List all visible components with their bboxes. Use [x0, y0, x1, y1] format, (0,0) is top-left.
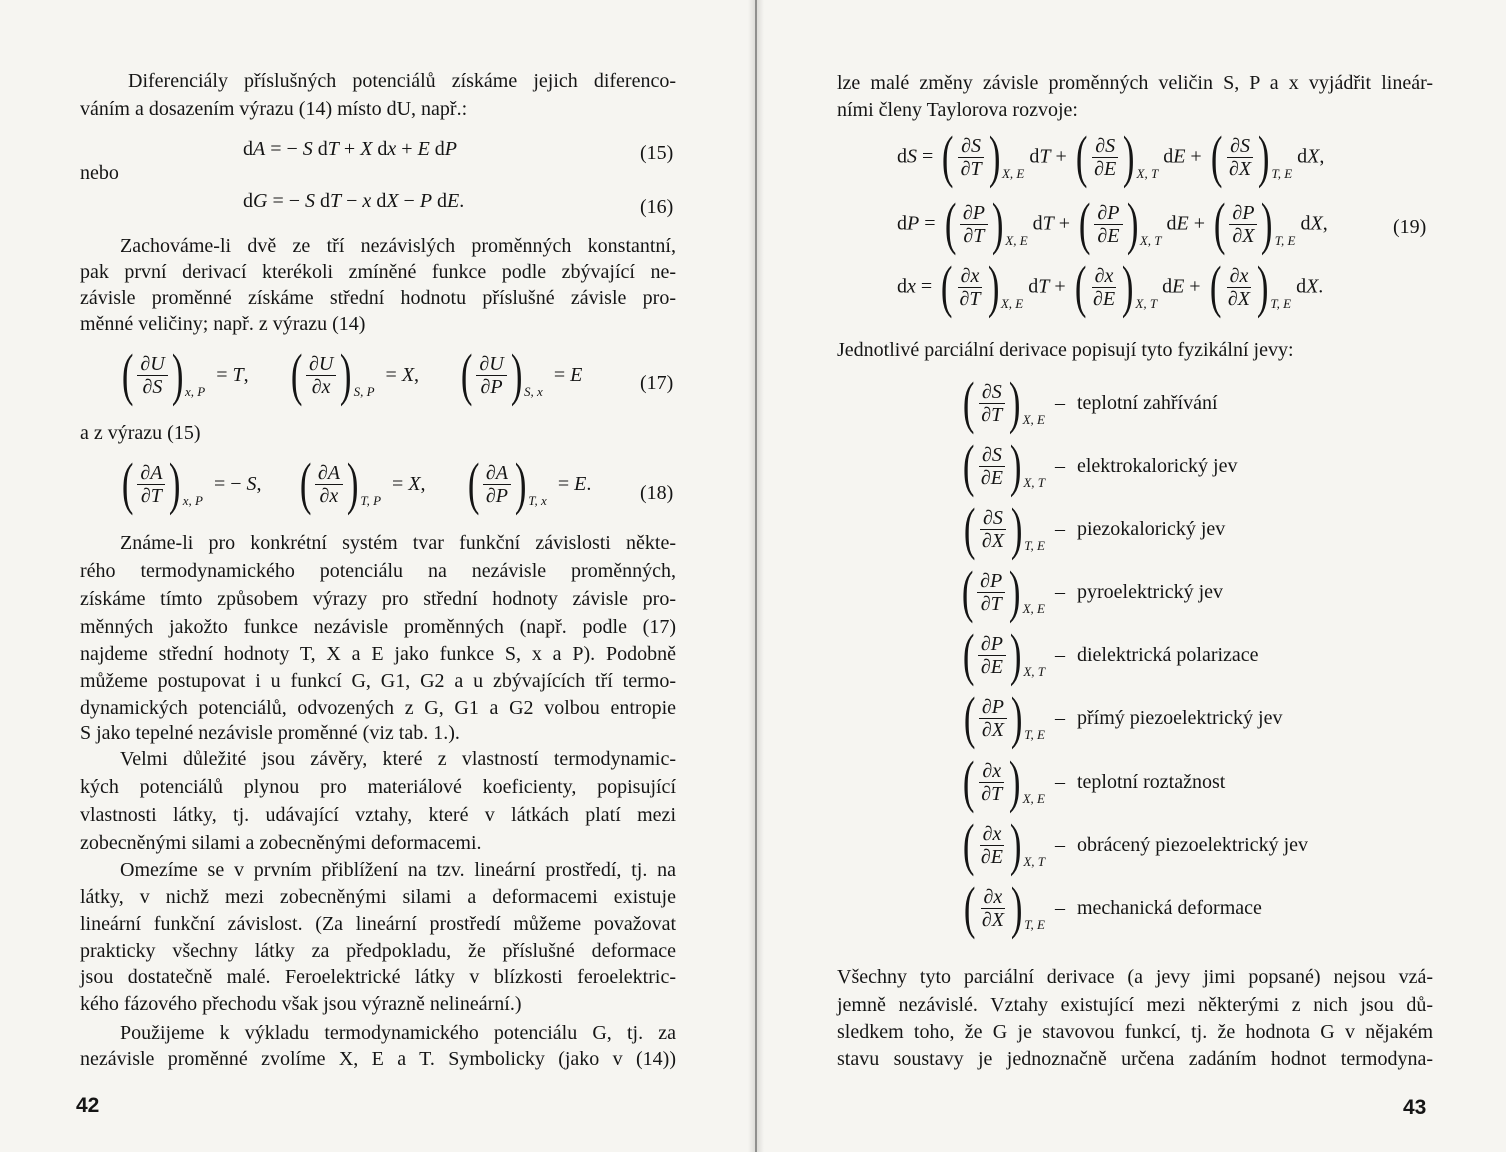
effect-row: ( $\frac{\partial x}{\partial T}$ ) X, E – teplotní roztažnost	[962, 749, 1226, 814]
paragraph-line: získáme tímto způsobem výrazy pro střední hodnoty závisle pro-	[80, 588, 676, 610]
paragraph-line: najdeme střední hodnoty T, X a E jako funkce S, x a P). Podobně	[80, 643, 676, 665]
page-number: 43	[1403, 1096, 1427, 1119]
effect-label: mechanická deformace	[1077, 896, 1262, 919]
equation-number: (15)	[640, 142, 674, 164]
equation-15: dA = − S dT + X dx + E dP	[243, 138, 458, 160]
equation-number: (16)	[640, 196, 674, 218]
effect-row: ( $\frac{\partial x}{\partial E}$ ) X, T – obrácený piezoelektrický jev	[962, 812, 1308, 877]
paragraph-line: Známe-li pro konkrétní systém tvar funkční závislosti někte-	[120, 532, 676, 554]
paragraph-line: Jednotlivé parciální derivace popisují tyto fyzikální jevy:	[837, 339, 1294, 361]
paragraph-line: prakticky všechny látky za předpokladu, že příslušné deformace	[80, 940, 676, 962]
right-page	[757, 0, 1506, 1152]
paragraph-line: jsou dostatečně malé. Feroelektrické látky v blízkosti feroelektric-	[80, 966, 676, 988]
effect-label: teplotní roztažnost	[1077, 770, 1226, 793]
equation-19-line-ds: dS = ( $\frac{\partial S}{\partial T}$ ) X, E dT + ( $\frac{\partial S}{\partial E}$ ) X, T dE + ( $\frac{\partial S}{\partial X}$ ) T, E dX,	[897, 124, 1325, 189]
effect-label: přímý piezoelektrický jev	[1077, 706, 1283, 729]
paragraph-line: kých potenciálů plynou pro materiálové koeficienty, popisující	[80, 776, 676, 798]
paragraph-line: měnných jakožto funkce nezávisle proměnných (např. podle (17)	[80, 616, 676, 638]
effect-label: elektrokalorický jev	[1077, 454, 1238, 477]
paragraph-line: pak první derivací kterékoli zmíněné funkce podle zbývající ne-	[80, 261, 676, 283]
paragraph-line: Diferenciály příslušných potenciálů získáme jejich diferenco-	[128, 70, 676, 92]
paragraph-line: dynamických potenciálů, odvozených z G, G1 a G2 volbou entropie	[80, 697, 676, 719]
paragraph-line: zobecněnými silami a zobecněnými deformacemi.	[80, 832, 482, 854]
paragraph-line: jemně nezávislé. Vztahy existující mezi některými z nich jsou dů-	[837, 994, 1433, 1016]
effect-label: obrácený piezoelektrický jev	[1077, 833, 1308, 856]
equation-number: (18)	[640, 482, 674, 504]
page-number: 42	[76, 1094, 100, 1117]
equation-19-line-dp: dP = ( $\frac{\partial P}{\partial T}$ ) X, E dT + ( $\frac{\partial P}{\partial E}$ ) X, T dE + ( $\frac{\partial P}{\partial X}$ ) T, E dX,	[897, 191, 1328, 256]
paragraph-line: nezávisle proměnné zvolíme X, E a T. Symbolicky (jako v (14))	[80, 1048, 676, 1070]
paragraph-line: S jako tepelné nezávisle proměnné (viz tab. 1.).	[80, 722, 460, 744]
paragraph-line: Zachováme-li dvě ze tří nezávislých proměnných konstantní,	[120, 235, 676, 257]
effect-row: ( $\frac{\partial P}{\partial X}$ ) T, E – přímý piezoelektrický jev	[963, 685, 1283, 750]
effect-label: dielektrická polarizace	[1077, 643, 1259, 666]
effect-row: ( $\frac{\partial x}{\partial X}$ ) T, E – mechanická deformace	[963, 875, 1262, 940]
paragraph-line: měnné veličiny; např. z výrazu (14)	[80, 313, 366, 335]
effect-row: ( $\frac{\partial P}{\partial T}$ ) X, E – pyroelektrický jev	[961, 559, 1224, 624]
effect-row: ( $\frac{\partial S}{\partial T}$ ) X, E – teplotní zahřívání	[962, 370, 1218, 435]
paragraph-line: Velmi důležité jsou závěry, které z vlastností termodynamic-	[120, 748, 676, 770]
equation-17: ( $\frac{\partial U}{\partial S}$ ) x, P = T, ( $\frac{\partial U}{\partial x}$ ) S, P = X, ( $\frac{\partial U}{\partial P}$ ) S, x = E	[121, 342, 583, 407]
paragraph-line: kého fázového přechodu však jsou výrazně nelineární.)	[80, 993, 522, 1015]
paragraph-line: závisle proměnné získáme střední hodnotu příslušné závisle pro-	[80, 287, 676, 309]
paragraph-line: ními členy Taylorova rozvoje:	[837, 99, 1078, 121]
effect-label: piezokalorický jev	[1077, 517, 1226, 540]
paragraph-line: lze malé změny závisle proměnných veličin S, P a x vyjádřit lineár-	[837, 72, 1433, 94]
equation-18: ( $\frac{\partial A}{\partial T}$ ) x, P = − S, ( $\frac{\partial A}{\partial x}$ ) T, P = X, ( $\frac{\partial A}{\partial P}$ ) T, x = E.	[121, 451, 592, 516]
paragraph-line: Omezíme se v prvním přiblížení na tzv. lineární prostředí, tj. na	[120, 859, 676, 881]
equation-number: (19)	[1393, 216, 1427, 238]
paragraph-line: můžeme postupovat i u funkcí G, G1, G2 a u zbývajících tří termo-	[80, 670, 676, 692]
paragraph-line: a z výrazu (15)	[80, 422, 201, 444]
effect-row: ( $\frac{\partial S}{\partial E}$ ) X, T – elektrokalorický jev	[962, 433, 1238, 498]
effect-label: pyroelektrický jev	[1077, 580, 1224, 603]
effect-row: ( $\frac{\partial S}{\partial X}$ ) T, E – piezokalorický jev	[963, 496, 1226, 561]
equation-19-line-dx: dx = ( $\frac{\partial x}{\partial T}$ ) X, E dT + ( $\frac{\partial x}{\partial E}$ ) X, T dE + ( $\frac{\partial x}{\partial X}$ ) T, E dX.	[897, 254, 1324, 319]
equation-16: dG = − S dT − x dX − P dE.	[243, 190, 465, 212]
paragraph-line: Všechny tyto parciální derivace (a jevy jimi popsané) nejsou vzá-	[837, 966, 1433, 988]
paragraph-line: rého termodynamického potenciálu na nezávisle proměnných,	[80, 560, 676, 582]
effect-row: ( $\frac{\partial P}{\partial E}$ ) X, T – dielektrická polarizace	[962, 622, 1259, 687]
paragraph-line: Použijeme k výkladu termodynamického potenciálu G, tj. za	[120, 1022, 676, 1044]
paragraph-line: lineární funkční závislost. (Za lineární prostředí můžeme považovat	[80, 913, 676, 935]
paragraph-line: látky, v nichž mezi zobecněnými silami a deformacemi existuje	[80, 886, 676, 908]
paragraph-line: vlastnosti látky, tj. udávající vztahy, které v látkách platí mezi	[80, 804, 676, 826]
equation-number: (17)	[640, 372, 674, 394]
paragraph-line: sledkem toho, že G je stavovou funkcí, tj. že hodnota G v nějakém	[837, 1021, 1433, 1043]
nebo-label: nebo	[80, 162, 119, 184]
paragraph-line: stavu soustavy je jednoznačně určena zadáním hodnot termodyna-	[837, 1048, 1433, 1070]
paragraph-line: váním a dosazením výrazu (14) místo dU, např.:	[80, 98, 468, 120]
effect-label: teplotní zahřívání	[1077, 391, 1218, 414]
